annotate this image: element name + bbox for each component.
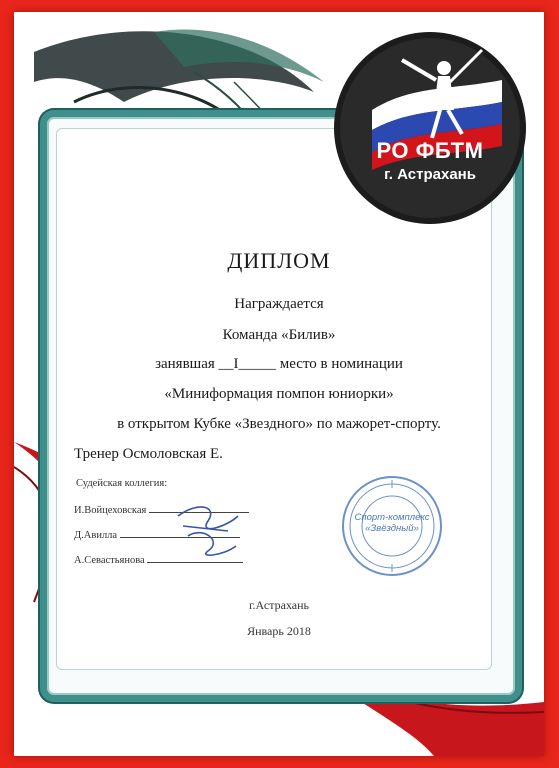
date-label: Январь 2018 [247,624,311,638]
nomination: «Миниформация помпон юниорки» [164,386,394,402]
logo-city: г. Астрахань [384,166,476,183]
awarded-label: Награждается [234,296,324,312]
handwritten-signature [168,496,248,566]
rofbtm-logo-icon [332,30,528,226]
diploma-sheet [14,12,544,756]
stamp-center-text: Спорт-комплекс «Звёздный» [354,512,430,534]
city-label: г.Астрахань [248,598,310,612]
jury-member-name: А.Севастьянова [74,555,145,566]
team-name: Команда «Билив» [222,327,336,343]
jury-member-name: И.Войцеховская [74,505,147,516]
coach-line: Тренер Осмоловская Е. [74,446,223,462]
logo-title: РО ФБТМ [376,138,484,163]
event-line: в открытом Кубке «Звездного» по мажорет-спорту. [117,416,441,432]
diploma-title: ДИПЛОМ [227,248,331,273]
jury-member-name: Д.Авилла [74,530,118,541]
place-line: занявшая __I_____ место в номинации [155,356,403,372]
jury-heading: Судейская коллегия: [76,478,168,489]
